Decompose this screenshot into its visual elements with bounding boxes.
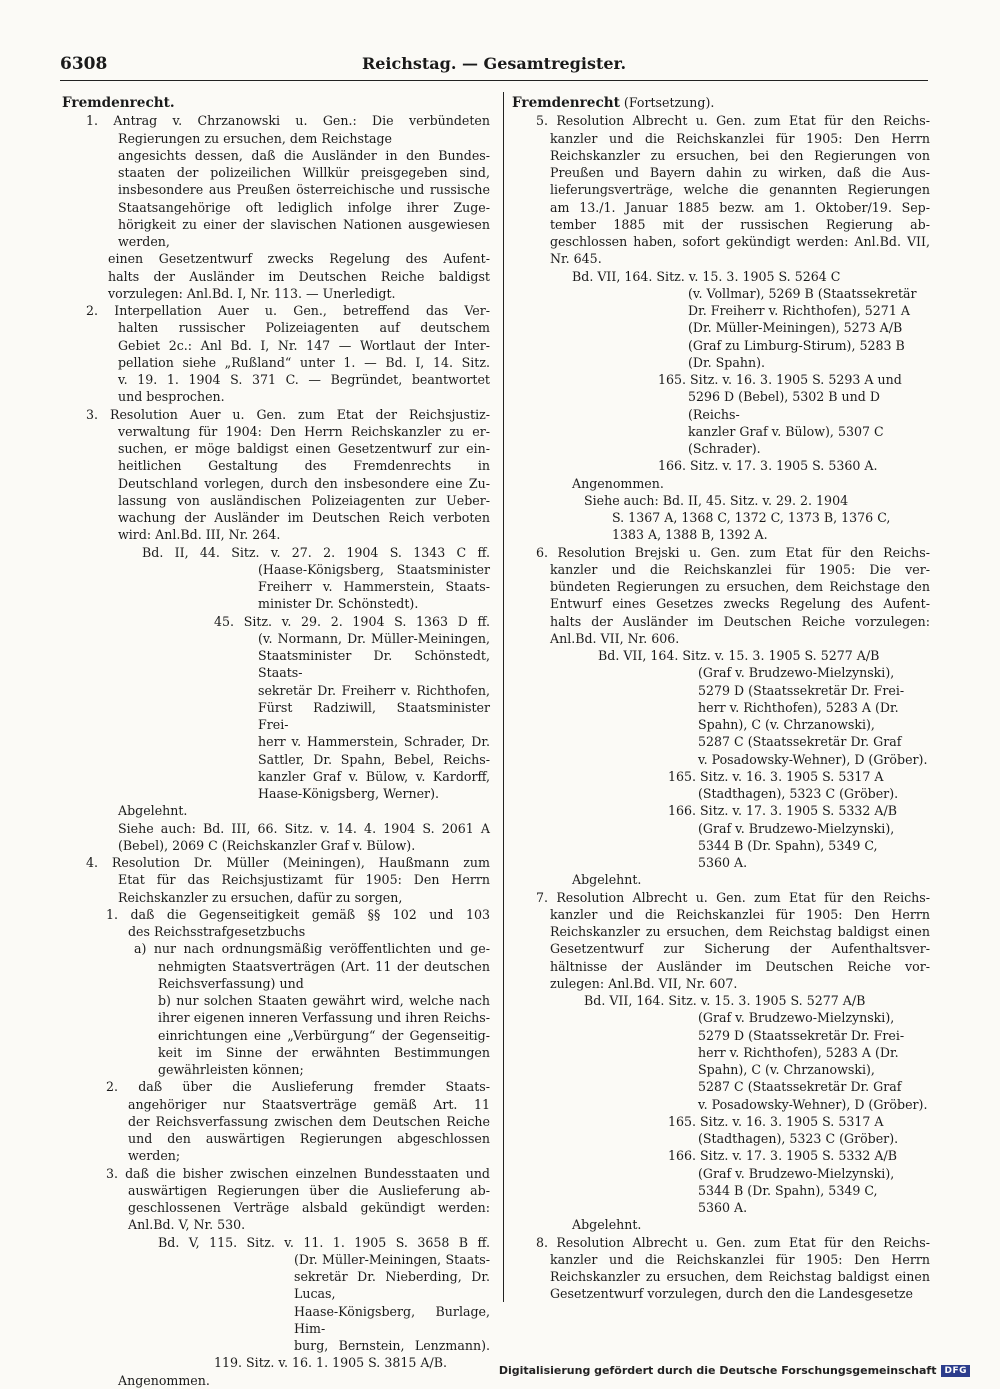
footer-credit [499,1364,970,1377]
left-text-line: Gebiet 2c.: Anl Bd. I, Nr. 147 — Wortlaut der Inter- [118,337,490,353]
right-text-line: (Dr. Müller-Meiningen), 5273 A/B [688,320,903,336]
left-text-line: Fürst Radziwill, Staatsminister Frei- [258,699,490,732]
right-text-line: 6. Resolution Brejski u. Gen. zum Etat für den Reichs- [536,544,930,560]
right-text-line: Reichskanzler zu ersuchen, dem Reichstag baldigst einen [550,924,930,939]
left-text-line: ihrer eigenen inneren Verfassung und ihren Reichs- [158,1010,490,1026]
left-text-line: Siehe auch: Bd. III, 66. Sitz. v. 14. 4. 1904 S. 2061 A [118,820,490,836]
left-text-line: 2. Interpellation Auer u. Gen., betreffend das Ver- [86,303,490,318]
left-text-line: (Dr. Müller-Meiningen, Staats- [294,1251,490,1267]
right-text-line: Gesetzentwurf zur Sicherung der Aufenthaltsver- [550,941,930,957]
right-text-line: (Graf zu Limburg-Stirum), 5283 B [688,337,905,353]
right-text-line: Siehe auch: Bd. II, 45. Sitz. v. 29. 2. 1904 [584,492,849,508]
right-text-line: kanzler und die Reichskanzlei für 1905: Den Herrn [550,130,930,146]
left-text-line: und besprochen. [118,389,225,405]
left-column [62,94,490,1389]
page-header [60,54,928,80]
right-text-line: v. Posadowsky-Wehner), D (Gröber). [698,751,928,767]
right-text-line: 165. Sitz. v. 16. 3. 1905 S. 5293 A und [658,372,902,387]
right-text-line: (Graf v. Brudzewo-Mielzynski), [698,1165,895,1181]
left-text-line: Staatsangehörige oft lediglich infolge ihrer Zuge- [118,199,490,215]
right-text-line: v. Posadowsky-Wehner), D (Gröber). [698,1096,928,1112]
left-text-line: hörigkeit zu einer der slavischen Nationen ausgewiesen [118,216,490,232]
left-text-line: keit im Sinne der erwähnten Bestimmungen [158,1044,490,1060]
right-text-line: Spahn), C (v. Chrzanowski), [698,717,875,732]
left-text-line: 119. Sitz. v. 16. 1. 1905 S. 3815 A/B. [214,1355,447,1371]
left-text-line: 3. daß die bisher zwischen einzelnen Bundesstaaten und [106,1165,490,1181]
left-text-line: der Reichsverfassung zwischen dem Deutschen Reiche [128,1113,490,1129]
left-text-line: (v. Normann, Dr. Müller-Meiningen, [258,630,490,646]
left-text-line: Reichsverfassung) und [158,975,304,991]
right-text-line: (Stadthagen), 5323 C (Gröber). [698,1131,899,1146]
right-text-line: 166. Sitz. v. 17. 3. 1905 S. 5332 A/B [668,1148,897,1164]
right-text-line: am 13./1. Januar 1885 bezw. am 1. Oktober/19. Sep- [550,199,930,215]
left-text-line: 1. daß die Gegenseitigkeit gemäß §§ 102 und 103 [106,906,490,922]
right-text-line: Spahn), C (v. Chrzanowski), [698,1062,875,1077]
left-text-line: 3. Resolution Auer u. Gen. zum Etat der Reichsjustiz- [86,406,490,422]
right-text-line: herr v. Richthofen), 5283 A (Dr. [698,1044,899,1060]
right-text-line: 5. Resolution Albrecht u. Gen. zum Etat für den Reichs- [536,113,930,129]
right-text-line: Bd. VII, 164. Sitz. v. 15. 3. 1905 S. 5277 A/B [584,993,866,1008]
left-text-line: geschlossenen Verträge alsbald gekündigt werden: [128,1200,490,1215]
right-text-line: Nr. 645. [550,251,602,267]
left-text-line: angehöriger nur Staatsverträge gemäß Art. 11 [128,1096,490,1112]
right-text-line: herr v. Richthofen), 5283 A (Dr. [698,699,899,715]
right-text-line: kanzler und die Reichskanzlei für 1905: Die ver- [550,561,930,577]
left-text-line: einrichtungen eine „Verbürgung“ der Gegenseitig- [158,1027,490,1043]
left-text-line: Deutschland vorlegen, durch den insbesondere eine Zu- [118,475,490,491]
right-text-line: 5344 B (Dr. Spahn), 5349 C, [698,837,878,853]
left-text-line: Staatsminister Dr. Schönstedt, Staats- [258,648,490,681]
right-text-line: 7. Resolution Albrecht u. Gen. zum Etat für den Reichs- [536,889,930,905]
left-text-line: minister Dr. Schönstedt). [258,596,419,612]
left-text-line: pellation siehe „Rußland“ unter 1. — Bd. I, 14. Sitz. [118,354,490,370]
section-heading-continued: Fremdenrecht (Fortsetzung). [512,95,715,111]
left-text-line: wird: Anl.Bd. III, Nr. 264. [118,527,281,543]
left-text-line: wachung der Ausländer im Deutschen Reich verboten [118,510,490,525]
right-text-line: (Dr. Spahn). [688,354,765,370]
left-text-line: auswärtigen Regierungen über die Auslieferung ab- [128,1182,490,1198]
right-text-line: tember 1885 mit der russischen Regierung ab- [550,216,930,232]
right-text-line: Gesetzentwurf vorzulegen, durch den die Landesgesetze [550,1286,913,1302]
right-text-line: geschlossen haben, sofort gekündigt werden: Anl.Bd. VII, [550,234,930,249]
right-text-line: 5287 C (Staatssekretär Dr. Graf [698,1079,902,1095]
left-text-line: Reichskanzler zu ersuchen, dafür zu sorgen, [118,889,403,905]
left-text-line: sekretär Dr. Freiherr v. Richthofen, [258,682,490,698]
header-rule [60,80,928,81]
left-text-line: vorzulegen: Anl.Bd. I, Nr. 113. — Unerledigt. [108,285,396,301]
left-text-line: b) nur solchen Staaten gewährt wird, welche nach [158,993,490,1008]
right-text-line: 8. Resolution Albrecht u. Gen. zum Etat für den Reichs- [536,1234,930,1250]
left-text-line: 2. daß über die Auslieferung fremder Staats- [106,1079,490,1095]
right-text-line: zulegen: Anl.Bd. VII, Nr. 607. [550,975,738,991]
right-text-line: kanzler Graf v. Bülow), 5307 C [688,423,884,439]
left-text-line: Regierungen zu ersuchen, dem Reichstage [118,130,393,146]
column-divider [503,92,504,1302]
left-text-line: nehmigten Staatsverträgen (Art. 11 der deutschen [158,958,490,974]
left-text-line: und den auswärtigen Regierungen abgeschlossen werden; [128,1131,490,1164]
right-text-line: lieferungsverträge, welche die genannten Regierungen [550,182,930,198]
right-text-line: 1383 A, 1388 B, 1392 A. [612,527,768,543]
right-text-line: Reichskanzler zu ersuchen, dem Reichstag baldigst einen [550,1269,930,1284]
right-text-line: Angenommen. [572,475,664,491]
left-text-line: verwaltung für 1904: Den Herrn Reichskanzler zu er- [118,423,490,439]
left-text-line: Etat für das Reichsjustizamt für 1905: Den Herrn [118,872,490,888]
right-text-line: kanzler und die Reichskanzlei für 1905: Den Herrn [550,906,930,922]
page-number: 6308 [60,54,108,74]
left-text-line: einen Gesetzentwurf zwecks Regelung des Aufent- [108,251,490,267]
right-text-line: kanzler und die Reichskanzlei für 1905: Den Herrn [550,1251,930,1267]
right-text-line: (Graf v. Brudzewo-Mielzynski), [698,665,895,681]
dfg-logo: DFG [941,1365,970,1377]
left-text-line: werden, [118,234,170,249]
left-text-line: Bd. II, 44. Sitz. v. 27. 2. 1904 S. 1343 C ff. [142,544,490,560]
right-text-line: Entwurf eines Gesetzes zwecks Regelung des Aufent- [550,596,930,612]
left-text-line: 1. Antrag v. Chrzanowski u. Gen.: Die verbündeten [86,113,490,129]
running-title: Reichstag. — Gesamtregister. [361,54,627,73]
right-text-line: 5344 B (Dr. Spahn), 5349 C, [698,1182,878,1198]
left-text-line: staaten der polizeilichen Willkür preisgegeben sind, [118,165,490,180]
left-text-line: gewährleisten können; [158,1062,304,1077]
right-text-line: (v. Vollmar), 5269 B (Staatssekretär [688,285,917,301]
left-text-line: Sattler, Dr. Spahn, Bebel, Reichs- [258,751,490,767]
right-text-line: Dr. Freiherr v. Richthofen), 5271 A [688,303,910,318]
right-text-line: Abgelehnt. [572,1217,642,1233]
footer-text: Digitalisierung gefördert durch die Deutsche Forschungsgemeinschaft [498,1364,937,1377]
left-text-line: halten russischer Polizeiagenten auf deutschem [118,320,490,336]
right-text-line: 5296 D (Bebel), 5302 B und D (Reichs- [688,389,880,422]
right-column [512,94,930,1303]
left-text-line: 45. Sitz. v. 29. 2. 1904 S. 1363 D ff. [214,613,490,629]
section-heading: Fremdenrecht. [62,95,175,111]
right-text-line: 5279 D (Staatssekretär Dr. Frei- [698,682,905,698]
left-text-line: (Haase-Königsberg, Staatsminister [258,561,490,577]
right-text-line: (Graf v. Brudzewo-Mielzynski), [698,1010,895,1026]
right-text-line: Abgelehnt. [572,872,642,888]
right-text-line: Anl.Bd. VII, Nr. 606. [550,630,680,646]
left-text-line: halts der Ausländer im Deutschen Reiche baldigst [108,268,490,284]
right-text-line: halts der Ausländer im Deutschen Reiche vorzulegen: [550,613,930,629]
left-text-line: Angenommen. [118,1372,210,1388]
right-text-line: bündeten Regierungen zu ersuchen, dem Reichstage den [550,579,930,594]
left-text-line: a) nur nach ordnungsmäßig veröffentlichten und ge- [134,941,490,957]
left-text-line: insbesondere aus Preußen österreichische und russische [118,182,490,198]
left-text-line: Abgelehnt. [118,803,188,819]
right-text-line: 165. Sitz. v. 16. 3. 1905 S. 5317 A [668,768,884,784]
right-text-line: hältnisse der Ausländer im Deutschen Reiche vor- [550,958,930,974]
left-text-line: 4. Resolution Dr. Müller (Meiningen), Haußmann zum [86,855,490,870]
left-text-line: Bd. V, 115. Sitz. v. 11. 1. 1905 S. 3658 B ff. [158,1234,490,1250]
right-text-line: Bd. VII, 164. Sitz. v. 15. 3. 1905 S. 5277 A/B [598,648,880,663]
left-text-line: des Reichsstrafgesetzbuchs [128,924,306,939]
left-text-line: suchen, er möge baldigst einen Gesetzentwurf zur ein- [118,441,490,456]
left-text-line: sekretär Dr. Nieberding, Dr. Lucas, [294,1269,490,1302]
right-text-line: Reichskanzler zu ersuchen, bei den Regierungen von [550,147,930,163]
right-text-line: 5287 C (Staatssekretär Dr. Graf [698,734,902,750]
right-text-line: Bd. VII, 164. Sitz. v. 15. 3. 1905 S. 5264 C [572,268,841,284]
left-text-line: Anl.Bd. V, Nr. 530. [128,1217,246,1233]
right-text-line: (Schrader). [688,441,761,456]
right-text-line: (Graf v. Brudzewo-Mielzynski), [698,820,895,836]
right-text-line: 5360 A. [698,855,748,870]
left-text-line: Haase-Königsberg, Burlage, Him- [294,1303,490,1336]
left-text-line: heitlichen Gestaltung des Fremdenrechts in [118,458,490,474]
right-text-line: 166. Sitz. v. 17. 3. 1905 S. 5360 A. [658,458,878,474]
right-text-line: S. 1367 A, 1368 C, 1372 C, 1373 B, 1376 C, [612,510,891,525]
right-text-line: 5360 A. [698,1200,748,1215]
left-text-line: herr v. Hammerstein, Schrader, Dr. [258,734,490,750]
left-text-line: kanzler Graf v. Bülow, v. Kardorff, [258,768,490,784]
right-text-line: 166. Sitz. v. 17. 3. 1905 S. 5332 A/B [668,803,897,819]
left-text-line: burg, Bernstein, Lenzmann). [294,1338,490,1353]
left-text-line: (Bebel), 2069 C (Reichskanzler Graf v. Bülow). [118,837,416,853]
left-text-line: Freiherr v. Hammerstein, Staats- [258,579,490,594]
left-text-line: Haase-Königsberg, Werner). [258,786,439,801]
left-text-line: angesichts dessen, daß die Ausländer in den Bundes- [118,147,490,163]
left-text-line: v. 19. 1. 1904 S. 371 C. — Begründet, beantwortet [118,372,490,387]
right-text-line: Preußen und Bayern dahin zu wirken, daß die Aus- [550,165,930,180]
right-text-line: 5279 D (Staatssekretär Dr. Frei- [698,1027,905,1043]
right-text-line: (Stadthagen), 5323 C (Gröber). [698,786,899,801]
left-text-line: lassung von ausländischen Polizeiagenten zur Ueber- [118,492,490,508]
right-text-line: 165. Sitz. v. 16. 3. 1905 S. 5317 A [668,1113,884,1129]
